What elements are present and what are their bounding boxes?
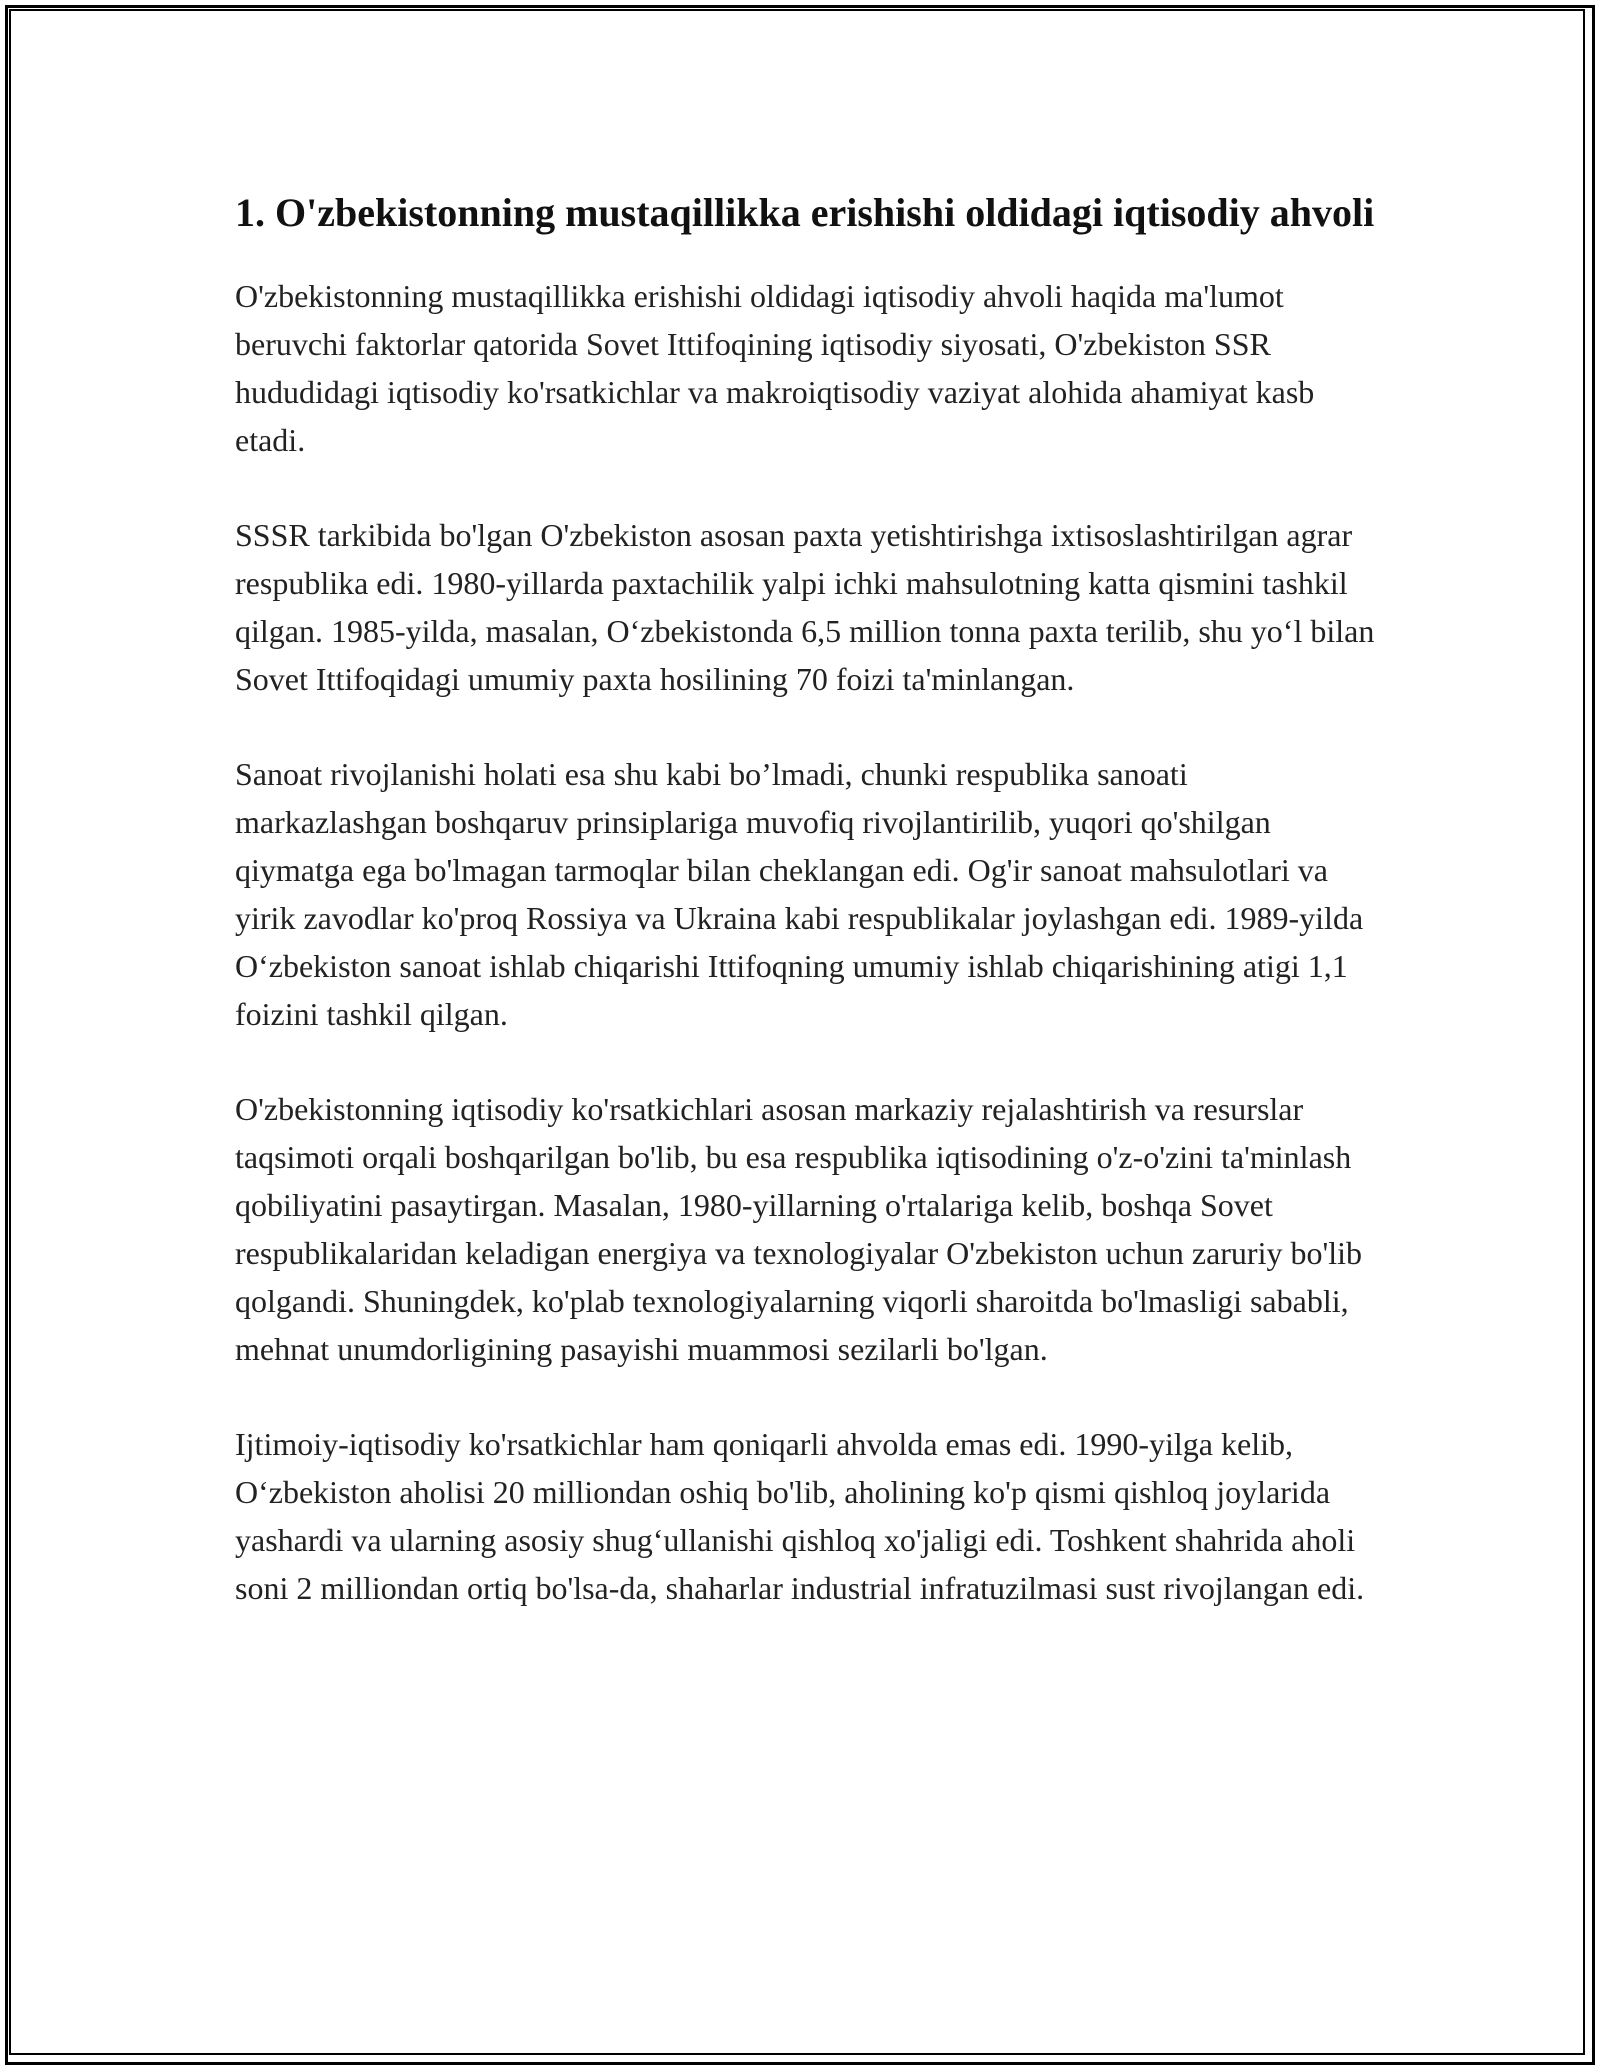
paragraph-intro: O'zbekistonning mustaqillikka erishishi oldidagi iqtisodiy ahvoli haqida ma'lumot beruvchi faktorlar qatorida Sovet Ittifoqining iqtisodiy siyosati, O'zbekiston SSR hududidagi iqtisodiy ko'rsatkichlar va makroiqtisodiy vaziyat alohida ahamiyat kasb etadi. bbox=[235, 278, 1315, 458]
paragraph-economic-indicators: O'zbekistonning iqtisodiy ko'rsatkichlari asosan markaziy rejalashtirish va resurslar taqsimoti orqali boshqarilgan bo'lib, bu esa respublika iqtisodining o'z-o'zini ta'minlash qobiliyatini pasaytirgan. Masalan, 1980-yillarning o'rtalariga kelib, boshqa Sovet respublikalaridan keladigan energiya va texnologiyalar O'zbekiston uchun zaruriy bo'lib qolgandi. Shuningdek, ko'plab texnologiyalarning viqorli sharoitda bo'lmasligi sababli, mehnat unumdorligining pasayishi muammosi sezilarli bo'lgan. bbox=[235, 1091, 1363, 1367]
paragraph-agriculture: SSSR tarkibida bo'lgan O'zbekiston asosan paxta yetishtirishga ixtisoslashtirilgan agrar respublika edi. 1980-yillarda paxtachilik yalpi ichki mahsulotning katta qismini tashkil qilgan. 1985-yilda, masalan, O‘zbekistonda 6,5 million tonna paxta terilib, shu yo‘l bilan Sovet Ittifoqidagi umumiy paxta hosilining 70 foizi ta'minlangan. bbox=[235, 517, 1375, 697]
paragraph-social-indicators: Ijtimoiy-iqtisodiy ko'rsatkichlar ham qoniqarli ahvolda emas edi. 1990-yilga kelib, O‘zbekiston aholisi 20 milliondan oshiq bo'lib, aholining ko'p qismi qishloq joylarida yashardi va ularning asosiy shug‘ullanishi qishloq xo'jaligi edi. Toshkent shahrida aholi soni 2 milliondan ortiq bo'lsa-da, shaharlar industrial infratuzilmasi sust rivojlangan edi. bbox=[235, 1426, 1365, 1606]
section-heading: 1. O'zbekistonning mustaqillikka erishishi oldidagi iqtisodiy ahvoli bbox=[235, 190, 1375, 235]
document-body bbox=[235, 186, 1375, 1659]
paragraph-industry: Sanoat rivojlanishi holati esa shu kabi bo’lmadi, chunki respublika sanoati markazlashgan boshqaruv prinsiplariga muvofiq rivojlantirilib, yuqori qo'shilgan qiymatga ega bo'lmagan tarmoqlar bilan cheklangan edi. Og'ir sanoat mahsulotlari va yirik zavodlar ko'proq Rossiya va Ukraina kabi respublikalar joylashgan edi. 1989-yilda O‘zbekiston sanoat ishlab chiqarishi Ittifoqning umumiy ishlab chiqarishining atigi 1,1 foizini tashkil qilgan. bbox=[235, 756, 1364, 1032]
